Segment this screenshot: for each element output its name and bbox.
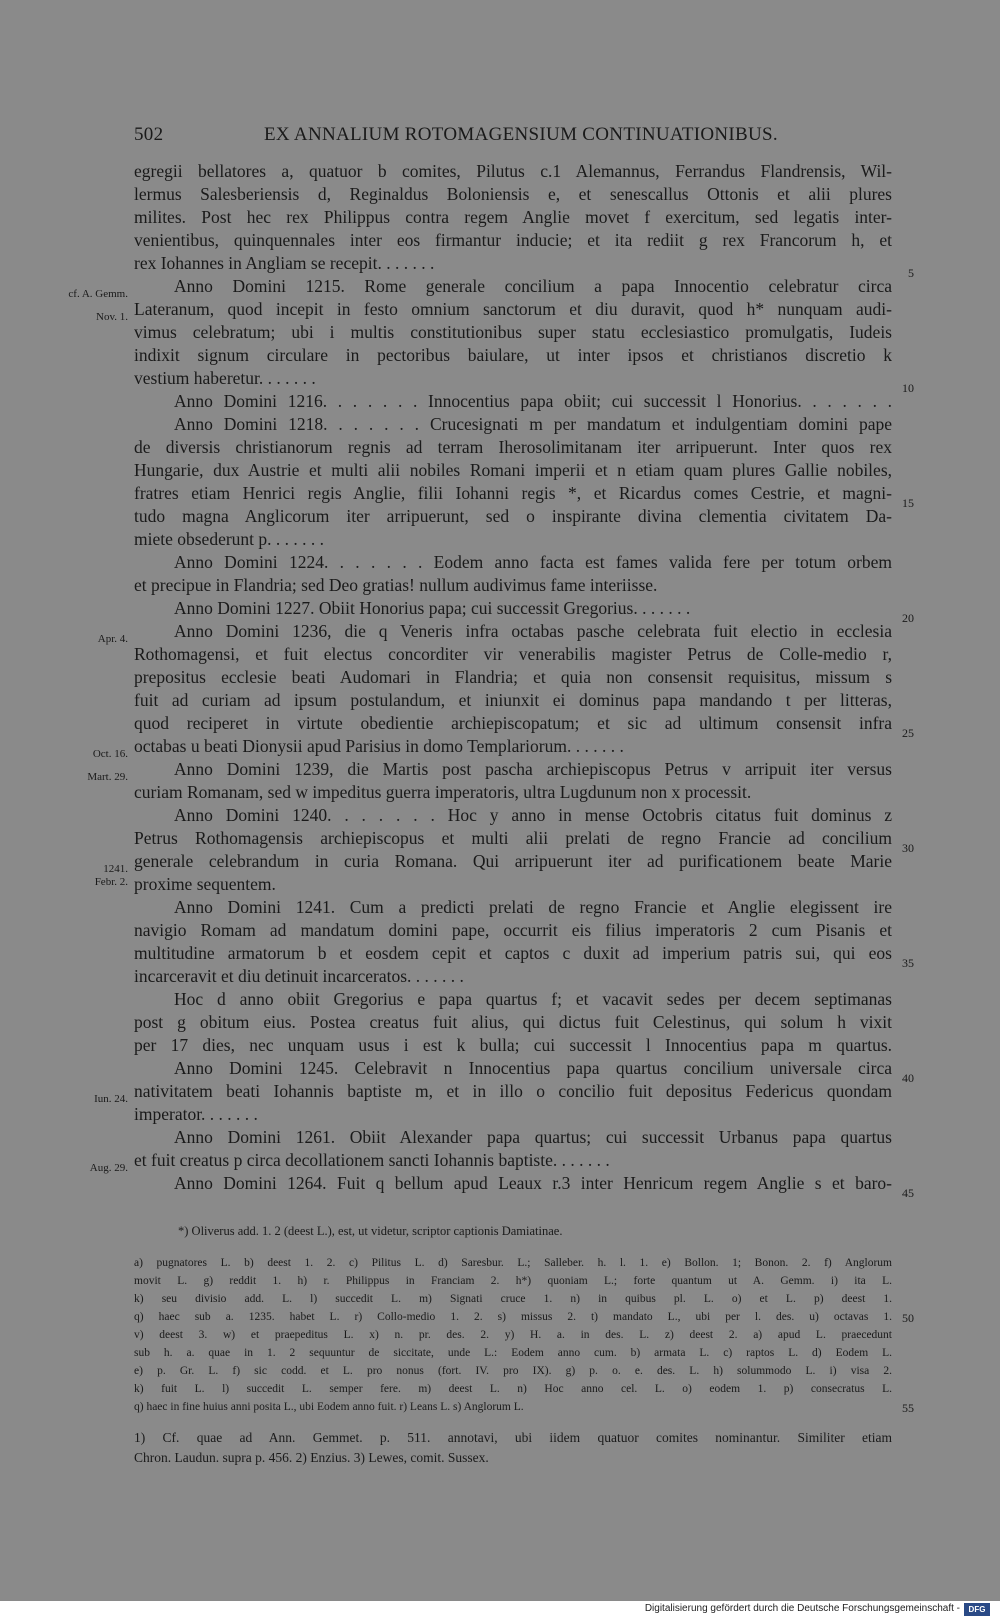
text-line: miete obsederunt p. . . . . . . [134,529,325,549]
text-line: proxime sequentem. [134,874,276,894]
text-line: Anno Domini 1241. Cum a predicti prelati de regno Francie et Anglie elegissent ire [174,897,892,917]
note-line: 1) Cf. quae ad Ann. Gemmet. p. 511. annotavi, ubi iidem quatuor comites nominantur. Similiter etiam [134,1430,892,1445]
text-line: Rothomagensi, et fuit electus concorditer vir venerabilis magister Petrus de Colle-medio r, [134,644,892,664]
text-line: Anno Domini 1227. Obiit Honorius papa; cui successit Gregorius. . . . . . . [174,598,691,618]
margin-note: Febr. 2. [94,876,128,888]
page-header [134,124,894,154]
dfg-logo: DFG [964,1603,990,1616]
text-line: Anno Domini 1240. . . . . . . Hoc y anno in mense Octobris citatus fuit dominus z [174,805,892,825]
text-line: egregii bellatores a, quatuor b comites, Pilutus c.1 Alemannus, Ferrandus Flandrensis, Wil- [134,161,892,181]
apparatus-line: e) p. Gr. L. f) sic codd. et L. pro nonus (fort. IV. pro IX). g) p. o. e. des. L. h) solummodo L. i) visa 2. [134,1365,892,1377]
margin-note: cf. A. Gemm. [68,288,128,300]
apparatus-line: k) seu divisio add. L. l) succedit L. m) Signati cruce 1. n) in quibus pl. L. o) et L. p) deest 1. [134,1293,892,1305]
text-line: indixit signum circulare in pectoribus baiulare, ut inter ipsos et christianos discretio k [134,345,892,365]
margin-note: Oct. 16. [92,748,128,760]
text-line: octabas u beati Dionysii apud Parisius in domo Templariorum. . . . . . . [134,736,624,756]
text-line: Anno Domini 1261. Obiit Alexander papa quartus; cui successit Urbanus papa quartus [174,1127,892,1147]
text-line: Anno Domini 1218. . . . . . . Crucesignati m per mandatum et indulgentiam domini pape [174,414,892,434]
running-title: EX ANNALIUM ROTOMAGENSIUM CONTINUATIONIBUS. [264,124,778,145]
digitization-credit: Digitalisierung gefördert durch die Deutsche Forschungsgemeinschaft - [644,1603,960,1614]
line-number: 15 [902,496,914,510]
text-line: fratres etiam Henrici regis Anglie, filii Iohanni regis *, et Ricardus comes Cestrie, et magni- [134,483,892,503]
text-line: post g obitum eius. Postea creatus fuit alius, qui dictus fuit Celestinus, qui solum h vixit [134,1012,892,1032]
text-line: Hungarie, dux Austrie et multi alii nobiles Romani imperii et n etiam quam plures Gallie nobiles, [134,460,892,480]
text-line: navigio Romam ad mandatum domini pape, occurrit eis filius imperatoris 2 cum Pisanis et [134,920,892,940]
text-line: tudo magna Anglicorum iter arripuerunt, sed o inspirante divina clementia civitatem Da- [134,506,892,526]
text-line: vestium haberetur. . . . . . . [134,368,316,388]
text-line: nativitatem beati Iohannis baptiste m, et in illo o concilio fuit depositus Federicus quondam [134,1081,892,1101]
line-number: 55 [902,1401,914,1415]
line-number: 20 [902,611,914,625]
text-line: Anno Domini 1224. . . . . . . Eodem anno facta est fames valida fere per totum orbem [174,552,892,572]
text-line: Anno Domini 1245. Celebravit n Innocentius papa quartus concilium universale circa [174,1058,892,1078]
text-line: lermus Salesberiensis d, Reginaldus Boloniensis e, et senescallus Ottonis et alii plures [134,184,892,204]
line-number: 35 [902,956,914,970]
text-line: generale celebrandum in curia Romana. Qui arripuerunt iter ad purificationem beate Marie [134,851,892,871]
line-number: 25 [902,726,914,740]
text-line: Anno Domini 1239, die Martis post pascha archiepiscopus Petrus v arripuit iter versus [174,759,892,779]
text-line: venientibus, quinquennales inter eos firmantur inducie; et ita rediit g rex Francorum h, et [134,230,892,250]
text-line: Anno Domini 1215. Rome generale concilium a papa Innocentio celebratur circa [174,276,892,296]
text-line: Anno Domini 1216. . . . . . . Innocentius papa obiit; cui successit l Honorius. . . . . . . [174,391,892,411]
text-line: incarceravit et diu detinuit incarceratos. . . . . . . [134,966,464,986]
apparatus-line: movit L. g) reddit 1. h) r. Philippus in Franciam 2. h*) quoniam L.; forte quantum ut A. Gemm. i) ita L. [134,1275,892,1287]
text-line: imperator. . . . . . . [134,1104,258,1124]
apparatus-line: a) pugnatores L. b) deest 1. 2. c) Pilitus L. d) Saresbur. L.; Salleber. h. l. 1. e) Bollon. 1; Bonon. 2. f) Anglorum [134,1257,892,1269]
star-footnote: *) Oliverus add. 1. 2 (deest L.), est, ut videtur, scriptor captionis Damiatinae. [178,1224,563,1238]
margin-note: Apr. 4. [97,633,128,645]
margin-note: Iun. 24. [94,1093,128,1105]
margin-note: Aug. 29. [89,1162,128,1174]
line-number: 10 [902,381,914,395]
line-number: 5 [908,266,914,280]
text-line: curiam Romanam, sed w impeditus guerra imperatoris, ultra Lugdunum non x processit. [134,782,752,802]
note-line: Chron. Laudun. supra p. 456. 2) Enzius. 3) Lewes, comit. Sussex. [134,1450,489,1465]
line-number: 50 [902,1311,914,1325]
margin-note: 1241. [103,863,128,875]
text-line: per 17 dies, nec unquam usus i est k bulla; cui successit l Innocentius papa m quartus. [134,1035,892,1055]
text-line: multitudine armatorum b et eosdem cepit et captos c duxit ad imperium patris sui, qui eos [134,943,892,963]
line-number: 45 [902,1186,914,1200]
text-line: fuit ad curiam ad ipsum postulandum, et iniunxit ei dominus papa mandando t per litteras, [134,690,892,710]
apparatus-line: q) haec sub a. 1235. habet L. r) Collo-medio 1. 2. s) missus 2. t) mandato L., ubi per l. des. u) octavas 1. [134,1311,892,1323]
text-line: Anno Domini 1236, die q Veneris infra octabas pasche celebrata fuit electio in ecclesia [174,621,892,641]
margin-note: Nov. 1. [96,311,128,323]
text-line: milites. Post hec rex Philippus contra regem Anglie movet f exercitum, sed legatis inter- [134,207,892,227]
margin-note: Mart. 29. [87,771,128,783]
text-line: vimus celebratum; ubi i multis constitutionibus super statu ecclesiastico promulgatis, Iudeis [134,322,892,342]
line-number: 40 [902,1071,914,1085]
apparatus-line: q) haec in fine huius anni posita L., ubi Eodem anno fuit. r) Leans L. s) Anglorum L. [134,1401,524,1413]
line-number: 30 [902,841,914,855]
page-number: 502 [134,124,164,145]
text-line: Hoc d anno obiit Gregorius e papa quartus f; et vacavit sedes per decem septimanas [174,989,892,1009]
apparatus-line: k) fuit L. l) succedit L. semper fere. m) deest L. n) Hoc anno cel. L. o) eodem 1. p) consecratus L. [134,1383,892,1395]
apparatus-line: sub h. a. quae in 1. 2 sequuntur de siccitate, unde L.: Eodem anno cum. b) armata L. c) raptos L. d) Eodem L. [134,1347,892,1359]
text-line: quod reciperet in virtute obedientie archiepiscopatum; et sic ad ultimum consensit infra [134,713,892,733]
apparatus-line: v) deest 3. w) et praepeditus L. x) n. pr. des. 2. y) H. a. in des. L. z) deest 2. a) apud L. praecedunt [134,1329,892,1341]
text-line: rex Iohannes in Angliam se recepit. . . . . . . [134,253,435,273]
text-line: et fuit creatus p circa decollationem sancti Iohannis baptiste. . . . . . . [134,1150,610,1170]
text-line: prepositus ecclesie beati Audomari in Flandria; et quia non consensit requisitus, missum s [134,667,892,687]
text-line: Petrus Rothomagensis archiepiscopus et multi alii prelati de regno Francie ad concilium [134,828,892,848]
text-line: et precipue in Flandria; sed Deo gratias! nullum audivimus fame interiisse. [134,575,658,595]
text-line: Anno Domini 1264. Fuit q bellum apud Leaux r.3 inter Henricum regem Anglie s et baro- [174,1173,892,1193]
text-line: Lateranum, quod incepit in festo omnium sanctorum et diu duravit, quod h* nunquam audi- [134,299,892,319]
text-line: de diversis christianorum regnis ad terram Iherosolimitanam iter arripuerunt. Inter quos rex [134,437,892,457]
